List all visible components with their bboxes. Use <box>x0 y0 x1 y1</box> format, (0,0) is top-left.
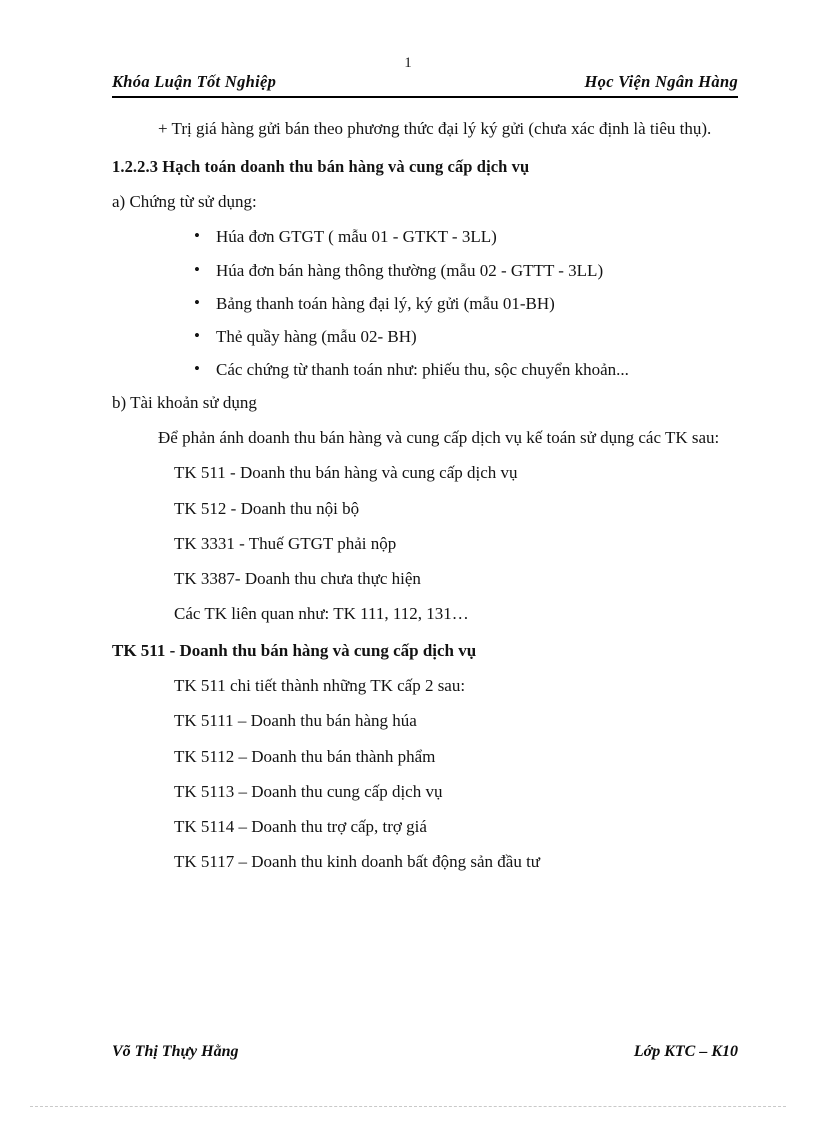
page-bottom-divider <box>30 1106 786 1107</box>
tk511-detail-line: TK 5113 – Doanh thu cung cấp dịch vụ <box>174 781 443 801</box>
tk511-detail-line: TK 5112 – Doanh thu bán thành phẩm <box>174 746 436 766</box>
item-b-label: b) Tài khoản sử dụng <box>112 393 257 413</box>
account-line: TK 511 - Doanh thu bán hàng và cung cấp dịch vụ <box>174 463 518 483</box>
intro-paragraph: + Trị giá hàng gửi bán theo phương thức đại lý ký gửi (chưa xác định là tiêu thụ). <box>158 119 712 138</box>
document-list <box>112 220 738 386</box>
account-line: TK 512 - Doanh thu nội bộ <box>174 498 360 518</box>
page-header <box>112 72 738 98</box>
page-number: 1 <box>404 55 412 71</box>
item-a-label: a) Chứng từ sử dụng: <box>112 192 257 212</box>
page-footer <box>112 1043 738 1061</box>
tk511-detail-line: TK 5117 – Doanh thu kinh doanh bất động sản đầu tư <box>174 851 541 871</box>
tk511-heading: TK 511 - Doanh thu bán hàng và cung cấp dịch vụ <box>112 641 477 661</box>
tk511-detail-line: TK 5111 – Doanh thu bán hàng húa <box>174 711 417 731</box>
list-item: • Bảng thanh toán hàng đại lý, ký gửi (mẫu 01-BH) <box>216 287 738 320</box>
list-item: • Các chứng từ thanh toán như: phiếu thu, sộc chuyển khoản... <box>216 353 738 386</box>
paragraph-b: Để phản ánh doanh thu bán hàng và cung cấp dịch vụ kế toán sử dụng các TK sau: <box>158 428 720 448</box>
header-right-title: Học Viện Ngân Hàng <box>584 72 738 91</box>
footer-class: Lớp KTC – K10 <box>633 1043 738 1060</box>
list-item: • Thẻ quầy hàng (mẫu 02- BH) <box>216 320 738 353</box>
tk511-intro: TK 511 chi tiết thành những TK cấp 2 sau: <box>174 676 466 696</box>
tk511-detail-line: TK 5114 – Doanh thu trợ cấp, trợ giá <box>174 816 427 836</box>
list-item: • Húa đơn bán hàng thông thường (mẫu 02 - GTTT - 3LL) <box>216 254 738 287</box>
section-heading: 1.2.2.3 Hạch toán doanh thu bán hàng và cung cấp dịch vụ <box>112 157 530 177</box>
footer-author: Võ Thị Thựy Hằng <box>112 1043 239 1060</box>
document-content <box>112 112 738 880</box>
account-line: TK 3387- Doanh thu chưa thực hiện <box>174 568 421 588</box>
header-left-title: Khóa Luận Tốt Nghiệp <box>112 72 277 91</box>
account-line: Các TK liên quan như: TK 111, 112, 131… <box>174 604 469 623</box>
account-line: TK 3331 - Thuế GTGT phải nộp <box>174 533 397 553</box>
list-item: • Húa đơn GTGT ( mẫu 01 - GTKT - 3LL) <box>216 220 738 253</box>
